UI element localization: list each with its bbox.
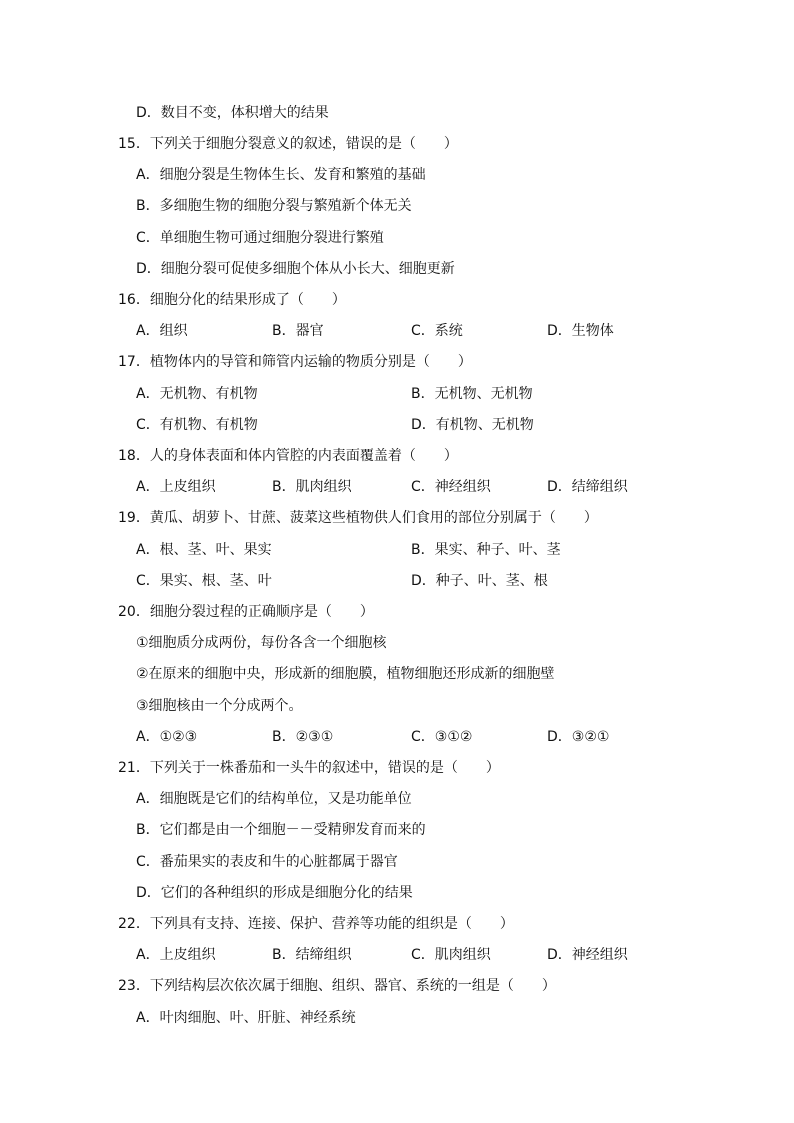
q21-option-d: D．它们的各种组织的形成是细胞分化的结果 xyxy=(136,885,413,901)
q17-stem: 17．植物体内的导管和筛管内运输的物质分别是（ ） xyxy=(118,354,472,370)
q18-option-b: B．肌肉组织 xyxy=(272,479,352,495)
q20-option-d: D．③②① xyxy=(547,729,610,745)
q20-item-3: ③细胞核由一个分成两个。 xyxy=(136,698,303,714)
q19-option-b: B．果实、种子、叶、茎 xyxy=(411,542,561,558)
q18-option-c: C．神经组织 xyxy=(411,479,491,495)
q21-option-b: B．它们都是由一个细胞－－受精卵发育而来的 xyxy=(136,822,426,838)
q17-option-b: B．无机物、无机物 xyxy=(411,386,533,402)
q19-option-c: C．果实、根、茎、叶 xyxy=(136,573,272,589)
q15-option-b: B．多细胞生物的细胞分裂与繁殖新个体无关 xyxy=(136,198,412,214)
q21-option-c: C．番茄果实的表皮和牛的心脏都属于器官 xyxy=(136,854,398,870)
q17-option-d: D．有机物、无机物 xyxy=(411,417,534,433)
q18-option-d: D．结缔组织 xyxy=(547,479,628,495)
q20-option-c: C．③①② xyxy=(411,729,473,745)
q16-option-d: D．生物体 xyxy=(547,323,614,339)
q22-option-d: D．神经组织 xyxy=(547,947,628,963)
q20-item-1: ①细胞质分成两份，每份各含一个细胞核 xyxy=(136,635,387,651)
q22-option-b: B．结缔组织 xyxy=(272,947,352,963)
q19-stem: 19．黄瓜、胡萝卜、甘蔗、菠菜这些植物供人们食用的部位分别属于（ ） xyxy=(118,510,598,526)
q23-option-a: A．叶肉细胞、叶、肝脏、神经系统 xyxy=(136,1010,356,1026)
q17-option-c: C．有机物、有机物 xyxy=(136,417,258,433)
q15-option-c: C．单细胞生物可通过细胞分裂进行繁殖 xyxy=(136,230,384,246)
q15-option-a: A．细胞分裂是生物体生长、发育和繁殖的基础 xyxy=(136,167,426,183)
q16-option-b: B．器官 xyxy=(272,323,324,339)
q22-stem: 22．下列具有支持、连接、保护、营养等功能的组织是（ ） xyxy=(118,916,514,932)
q18-stem: 18．人的身体表面和体内管腔的内表面覆盖着（ ） xyxy=(118,448,458,464)
q20-option-b: B．②③① xyxy=(272,729,334,745)
q15-option-d: D．细胞分裂可促使多细胞个体从小长大、细胞更新 xyxy=(136,261,455,277)
q20-option-a: A．①②③ xyxy=(136,729,198,745)
q20-stem: 20．细胞分裂过程的正确顺序是（ ） xyxy=(118,604,374,620)
q14-option-d: D．数目不变，体积增大的结果 xyxy=(136,105,329,121)
q16-option-a: A．组织 xyxy=(136,323,188,339)
q21-stem: 21．下列关于一株番茄和一头牛的叙述中，错误的是（ ） xyxy=(118,760,500,776)
q20-item-2: ②在原来的细胞中央，形成新的细胞膜，植物细胞还形成新的细胞壁 xyxy=(136,666,555,682)
q16-option-c: C．系统 xyxy=(411,323,463,339)
q21-option-a: A．细胞既是它们的结构单位，又是功能单位 xyxy=(136,791,412,807)
q16-stem: 16．细胞分化的结果形成了（ ） xyxy=(118,292,346,308)
q17-option-a: A．无机物、有机物 xyxy=(136,386,258,402)
q23-stem: 23．下列结构层次依次属于细胞、组织、器官、系统的一组是（ ） xyxy=(118,978,556,994)
q22-option-a: A．上皮组织 xyxy=(136,947,216,963)
q22-option-c: C．肌肉组织 xyxy=(411,947,491,963)
q15-stem: 15．下列关于细胞分裂意义的叙述，错误的是（ ） xyxy=(118,136,458,152)
q19-option-d: D．种子、叶、茎、根 xyxy=(411,573,548,589)
q18-option-a: A．上皮组织 xyxy=(136,479,216,495)
q19-option-a: A．根、茎、叶、果实 xyxy=(136,542,272,558)
